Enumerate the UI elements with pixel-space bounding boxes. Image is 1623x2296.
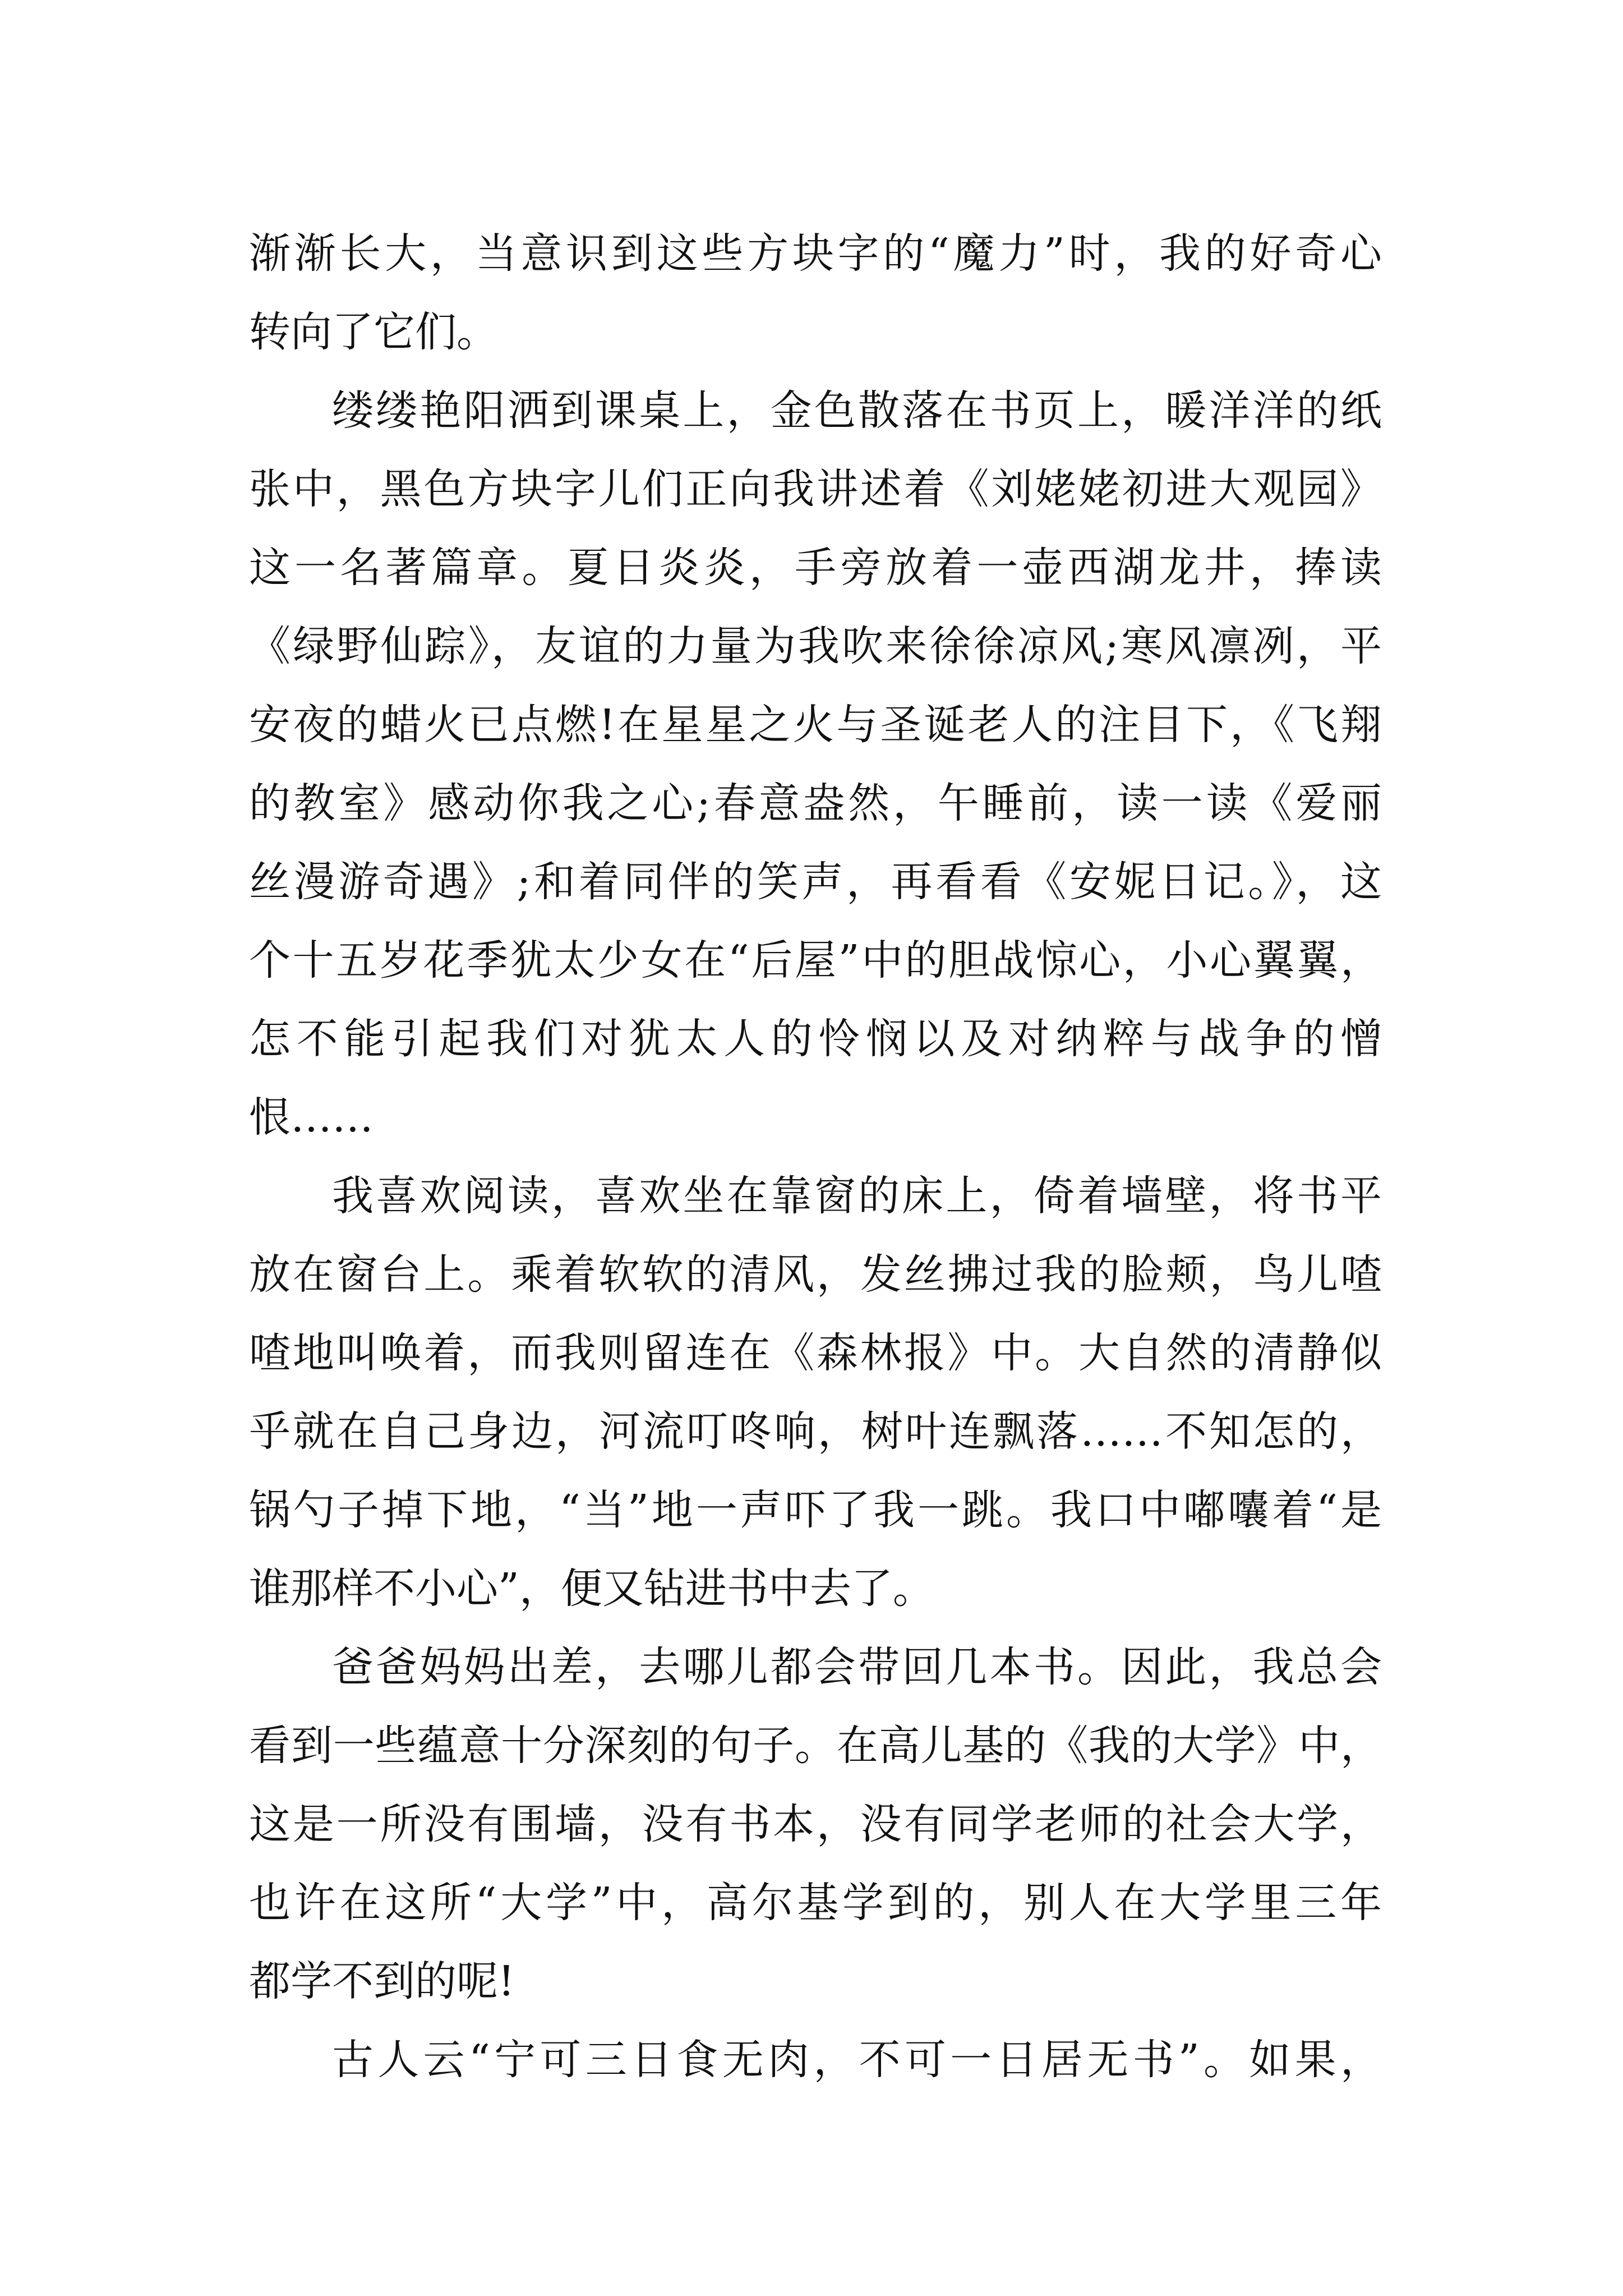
- text-line: 放在窗台上。乘着软软的清风，发丝拂过我的脸颊，鸟儿喳: [249, 1250, 1382, 1299]
- paragraph-first-line: 爸爸妈妈出差，去哪儿都会带回几本书。因此，我总会: [332, 1643, 1382, 1691]
- text-line: 渐渐长大，当意识到这些方块字的“魔力”时，我的好奇心: [249, 229, 1382, 278]
- paragraph-first-line: 古人云“宁可三日食无肉，不可一日居无书”。如果，: [332, 2036, 1382, 2084]
- text-line: 张中，黑色方块字儿们正向我讲述着《刘姥姥初进大观园》: [249, 465, 1382, 513]
- document-body: [249, 214, 1382, 2099]
- paragraph-first-line: 我喜欢阅读，喜欢坐在靠窗的床上，倚着墙壁，将书平: [332, 1172, 1382, 1220]
- text-line: 这是一所没有围墙，没有书本，没有同学老师的社会大学，: [249, 1800, 1382, 1848]
- text-line: 安夜的蜡火已点燃!在星星之火与圣诞老人的注目下，《飞翔: [249, 701, 1382, 749]
- text-line: 怎不能引起我们对犹太人的怜悯以及对纳粹与战争的憎: [249, 1015, 1382, 1063]
- text-line: 的教室》感动你我之心;春意盎然，午睡前，读一读《爱丽: [249, 779, 1382, 827]
- text-line: 《绿野仙踪》，友谊的力量为我吹来徐徐凉风;寒风凛冽，平: [249, 622, 1382, 670]
- text-line: 乎就在自己身边，河流叮咚响，树叶连飘落……不知怎的，: [249, 1407, 1382, 1456]
- text-line: 都学不到的呢!: [249, 1957, 515, 2005]
- text-line: 喳地叫唤着，而我则留连在《森林报》中。大自然的清静似: [249, 1329, 1382, 1377]
- paragraph-first-line: 缕缕艳阳洒到课桌上，金色散落在书页上，暖洋洋的纸: [332, 386, 1382, 435]
- text-line: 也许在这所“大学”中，高尔基学到的，别人在大学里三年: [249, 1879, 1382, 1927]
- text-line: 丝漫游奇遇》;和着同伴的笑声，再看看《安妮日记。》，这: [249, 858, 1382, 906]
- text-line: 锅勺子掉下地，“当”地一声吓了我一跳。我口中嘟囔着“是: [249, 1486, 1382, 1534]
- text-line: 谁那样不小心”，便又钻进书中去了。: [249, 1565, 934, 1613]
- text-line: 这一名著篇章。夏日炎炎，手旁放着一壶西湖龙井，捧读: [249, 544, 1382, 592]
- text-line: 看到一些蕴意十分深刻的句子。在高儿基的《我的大学》中，: [249, 1722, 1382, 1770]
- text-line: 恨……: [249, 1093, 374, 1142]
- text-line: 个十五岁花季犹太少女在“后屋”中的胆战惊心，小心翼翼，: [249, 936, 1382, 984]
- text-line: 转向了它们。: [249, 308, 498, 356]
